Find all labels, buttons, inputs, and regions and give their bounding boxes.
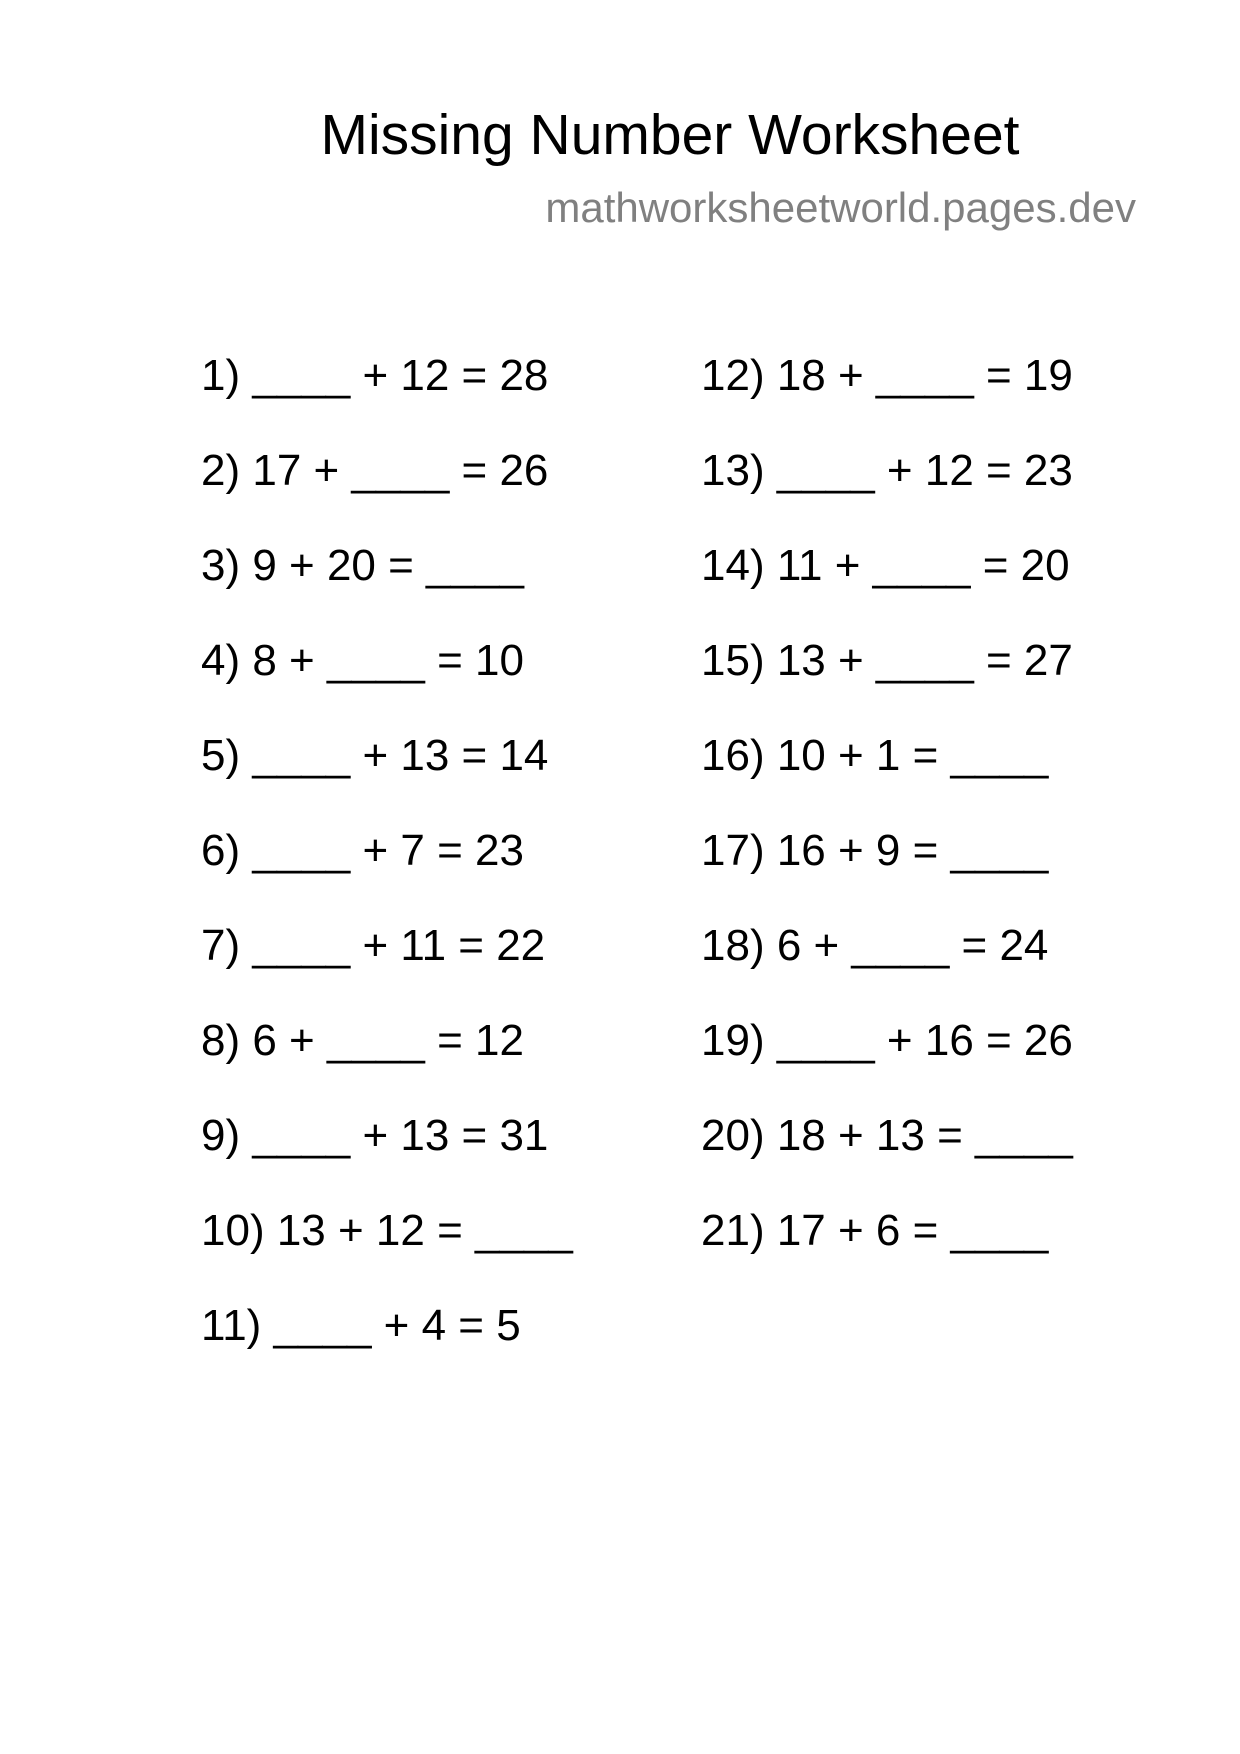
problem-4: 4) 8 + ____ = 10: [201, 636, 524, 685]
problem-7: 7) ____ + 11 = 22: [201, 921, 546, 970]
problem-2: 2) 17 + ____ = 26: [201, 446, 549, 495]
problem-19: 19) ____ + 16 = 26: [701, 1016, 1073, 1065]
problem-14: 14) 11 + ____ = 20: [701, 541, 1070, 590]
problem-1: 1) ____ + 12 = 28: [201, 351, 549, 400]
problem-5: 5) ____ + 13 = 14: [201, 731, 549, 780]
problem-9: 9) ____ + 13 = 31: [201, 1111, 549, 1160]
problem-8: 8) 6 + ____ = 12: [201, 1016, 524, 1065]
problem-15: 15) 13 + ____ = 27: [701, 636, 1073, 685]
problem-18: 18) 6 + ____ = 24: [701, 921, 1049, 970]
page-title: Missing Number Worksheet: [320, 103, 1020, 167]
problem-20: 20) 18 + 13 = ____: [701, 1111, 1073, 1160]
problem-13: 13) ____ + 12 = 23: [701, 446, 1073, 495]
problem-21: 21) 17 + 6 = ____: [701, 1206, 1049, 1255]
problem-12: 12) 18 + ____ = 19: [701, 351, 1073, 400]
problem-3: 3) 9 + 20 = ____: [201, 541, 524, 590]
problem-6: 6) ____ + 7 = 23: [201, 826, 524, 875]
problem-11: 11) ____ + 4 = 5: [201, 1301, 521, 1350]
site-url: mathworksheetworld.pages.dev: [545, 184, 1136, 231]
problem-10: 10) 13 + 12 = ____: [201, 1206, 573, 1255]
problem-16: 16) 10 + 1 = ____: [701, 731, 1049, 780]
problem-17: 17) 16 + 9 = ____: [701, 826, 1049, 875]
